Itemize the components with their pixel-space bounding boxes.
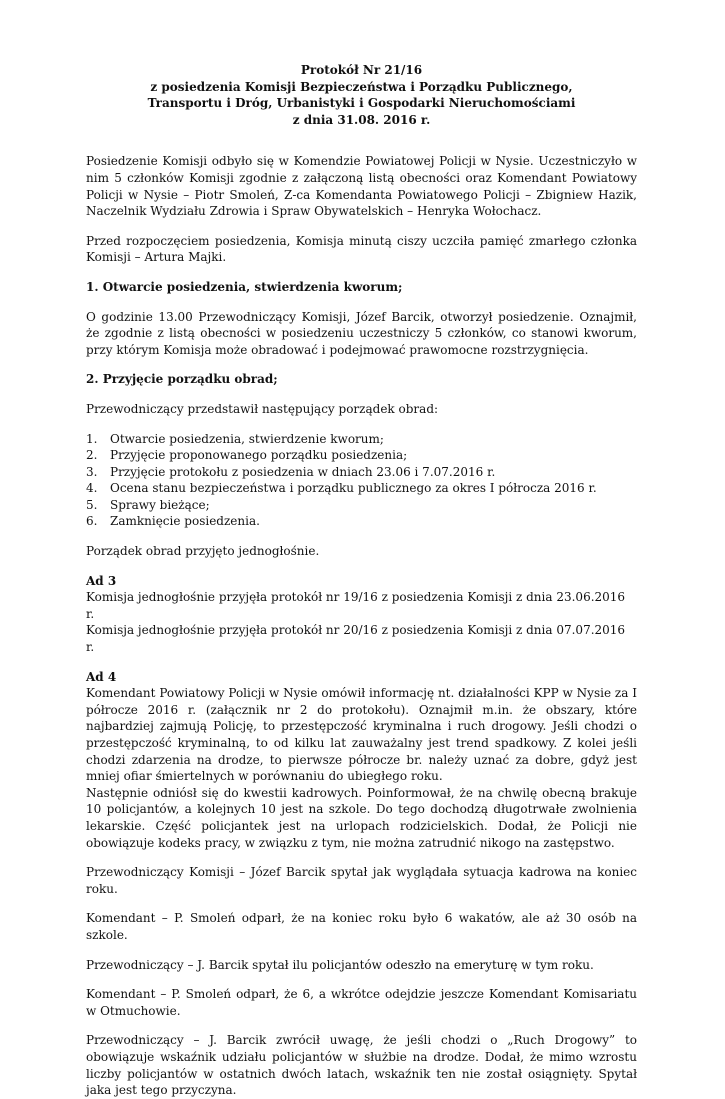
agenda-approval: Porządek obrad przyjęto jednogłośnie. (86, 544, 320, 559)
agenda-item-number: 3. (86, 464, 98, 479)
agenda-item-number: 1. (86, 431, 98, 446)
ad-4-report-paragraph: Komendant Powiatowy Policji w Nysie omówił informację nt. działalności KPP w Nysie za I półrocze 2016 r. (załącznik nr 2 do protokołu). Oznajmił m.in. że obszary, które najbardziej zajmują Policję, to przestępczość kryminalna i ruch drogowy. Jeśli chodzi o przestępczość kryminalną, to od kilku lat zauważalny jest trend spadkowy. Z kolei jeśli chodzi zdarzenia na drodze, to pierwsze półrocze br. należy uznać za dobre, gdyż jest mniej ofiar śmiertelnych w porównaniu do ubiegłego roku. (86, 686, 637, 784)
title-line-4: z dnia 31.08. 2016 r. (292, 112, 431, 127)
ad-4-answer-2: Komendant – P. Smoleń odparł, że 6, a wkrótce odejdzie jeszcze Komendant Komisariatu w Otmuchowie. (86, 987, 637, 1018)
ad-4-heading: Ad 4 (86, 669, 117, 684)
agenda-item-text: Otwarcie posiedzenia, stwierdzenie kworum; (110, 431, 384, 446)
ad-4-staffing-paragraph: Następnie odniósł się do kwestii kadrowych. Poinformował, że na chwilę obecną brakuje 10 policjantów, a kolejnych 10 jest na szkole. Do tego dochodzą długotrwałe zwolnienia lekarskie. Część policjantek jest na urlopach rodzicielskich. Dodał, że Policji nie obowiązuje kodeks pracy, w związku z tym, nie można zatrudnić nikogo na zastępstwo. (86, 785, 637, 850)
ad-3-block (86, 573, 637, 656)
section-1-text: O godzinie 13.00 Przewodniczący Komisji, Józef Barcik, otworzył posiedzenie. Oznajmił, że zgodnie z listą obecności w posiedzeniu uczestniczy 5 członków, co stanowi kworum, przy którym Komisja może obradować i podejmować prawomocne rozstrzygnięcia. (86, 309, 637, 357)
agenda-item-number: 5. (86, 497, 98, 512)
document-title (86, 62, 637, 128)
ad-4-block (86, 669, 637, 852)
agenda-list (86, 431, 637, 531)
agenda-item-text: Ocena stanu bezpieczeństwa i porządku publicznego za okres I półrocza 2016 r. (110, 481, 597, 496)
agenda-item-text: Przyjęcie proponowanego porządku posiedzenia; (110, 448, 408, 463)
agenda-item-text: Sprawy bieżące; (110, 497, 210, 512)
agenda-item (86, 497, 637, 514)
ad-4-answer-1: Komendant – P. Smoleń odparł, że na koniec roku było 6 wakatów, ale aż 30 osób na szkole. (86, 911, 637, 942)
agenda-item (86, 447, 637, 464)
ad-4-question-2: Przewodniczący – J. Barcik spytał ilu policjantów odeszło na emeryturę w tym roku. (86, 957, 594, 972)
title-line-2: z posiedzenia Komisji Bezpieczeństwa i Porządku Publicznego, (150, 79, 573, 94)
agenda-item-number: 4. (86, 481, 98, 496)
agenda-item (86, 513, 637, 530)
section-2-heading: 2. Przyjęcie porządku obrad; (86, 372, 278, 387)
agenda-item (86, 431, 637, 448)
section-1-heading: 1. Otwarcie posiedzenia, stwierdzenia kworum; (86, 279, 403, 294)
memorial-paragraph: Przed rozpoczęciem posiedzenia, Komisja minutą ciszy uczciła pamięć zmarłego członka Komisji – Artura Majki. (86, 233, 637, 265)
agenda-item (86, 464, 637, 481)
intro-paragraph: Posiedzenie Komisji odbyło się w Komendzie Powiatowej Policji w Nysie. Uczestniczyło w nim 5 członków Komisji zgodnie z załączoną listą obecności oraz Komendant Powiatowy Policji w Nysie – Piotr Smoleń, Z-ca Komendanta Powiatowego Policji – Zbigniew Hazik, Naczelnik Wydziału Zdrowia i Spraw Obywatelskich – Henryka Wołochacz. (86, 154, 637, 219)
agenda-item-number: 2. (86, 448, 98, 463)
title-line-1: Protokół Nr 21/16 (300, 63, 423, 77)
ad-3-line-2: Komisja jednogłośnie przyjęła protokół nr 20/16 z posiedzenia Komisji z dnia 07.07.2016 r. (86, 623, 626, 655)
agenda-item (86, 480, 637, 497)
agenda-item-text: Przyjęcie protokołu z posiedzenia w dniach 23.06 i 7.07.2016 r. (110, 464, 496, 479)
ad-4-question-3: Przewodniczący – J. Barcik zwrócił uwagę, że jeśli chodzi o „Ruch Drogowy” to obowiązuje wskaźnik udziału policjantów w służbie na drodze. Dodał, że mimo wzrostu liczby policjantów w ostatnich dwóch latach, wskaźnik ten nie został osiągnięty. Spytał jaka jest tego przyczyna. (86, 1033, 637, 1098)
agenda-item-number: 6. (86, 514, 98, 529)
ad-3-heading: Ad 3 (86, 573, 117, 588)
agenda-item-text: Zamknięcie posiedzenia. (110, 514, 260, 529)
ad-3-line-1: Komisja jednogłośnie przyjęła protokół nr 19/16 z posiedzenia Komisji z dnia 23.06.2016 r. (86, 590, 626, 621)
title-line-3: Transportu i Dróg, Urbanistyki i Gospodarki Nieruchomościami (147, 96, 576, 111)
ad-4-question-1: Przewodniczący Komisji – Józef Barcik spytał jak wyglądała sytuacja kadrowa na koniec roku. (86, 865, 637, 896)
section-2-intro: Przewodniczący przedstawił następujący porządek obrad: (86, 401, 439, 416)
